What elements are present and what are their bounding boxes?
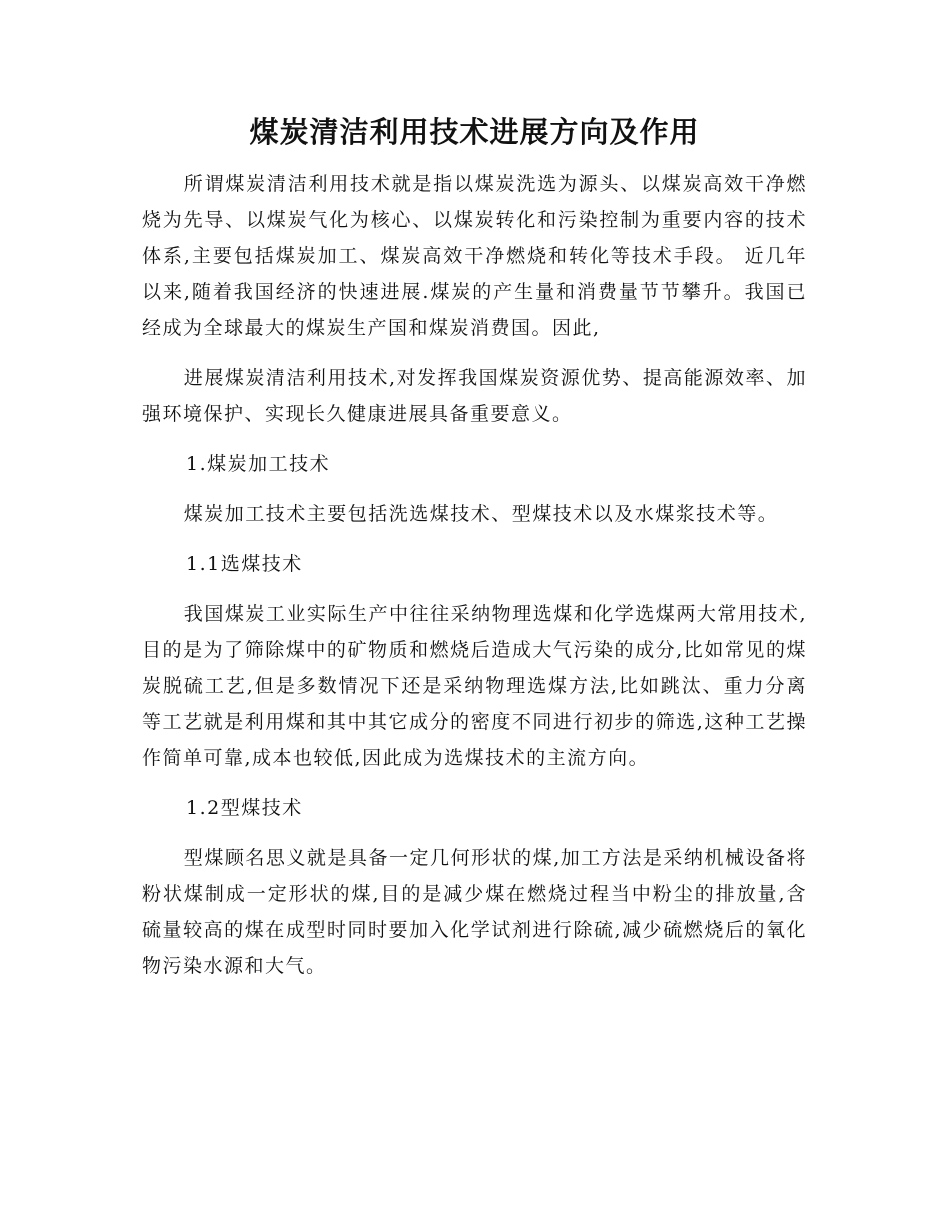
coal-processing-paragraph: 煤炭加工技术主要包括洗选煤技术、型煤技术以及水煤浆技术等。 xyxy=(183,503,779,525)
section-heading-coal-preparation: 1.1选煤技术 xyxy=(186,553,303,575)
significance-paragraph: 进展煤炭清洁利用技术,对发挥我国煤炭资源优势、提高能源效率、加强环境保护、实现长久健康进展具备重要意义。 xyxy=(142,367,807,425)
section-heading-briquette: 1.2型煤技术 xyxy=(186,797,303,819)
document-title: 煤炭清洁利用技术进展方向及作用 xyxy=(249,115,700,149)
briquette-paragraph: 型煤顾名思义就是具备一定几何形状的煤,加工方法是采纳机械设备将粉状煤制成一定形状的煤,目的是减少煤在燃烧过程当中粉尘的排放量,含硫量较高的煤在成型时同时要加入化学试剂进行除硫,减少硫燃烧后的氧化物污染水源和大气。 xyxy=(142,847,807,977)
section-heading-coal-processing: 1.煤炭加工技术 xyxy=(186,453,331,475)
intro-paragraph: 所谓煤炭清洁利用技术就是指以煤炭洗选为源头、以煤炭高效干净燃烧为先导、以煤炭气化为核心、以煤炭转化和污染控制为重要内容的技术体系,主要包括煤炭加工、煤炭高效干净燃烧和转化等技术手段。 近几年以来,随着我国经济的快速进展.煤炭的产生量和消费量节节攀升。我国已经成为全球最大的煤炭生产国和煤炭消费国。因此, xyxy=(142,173,807,339)
document-page xyxy=(142,108,807,984)
coal-preparation-paragraph: 我国煤炭工业实际生产中往往采纳物理选煤和化学选煤两大常用技术,目的是为了筛除煤中的矿物质和燃烧后造成大气污染的成分,比如常见的煤炭脱硫工艺,但是多数情况下还是采纳物理选煤方法,比如跳汰、重力分离等工艺就是利用煤和其中其它成分的密度不同进行初步的筛选,这种工艺操作简单可靠,成本也较低,因此成为选煤技术的主流方向。 xyxy=(142,603,807,769)
